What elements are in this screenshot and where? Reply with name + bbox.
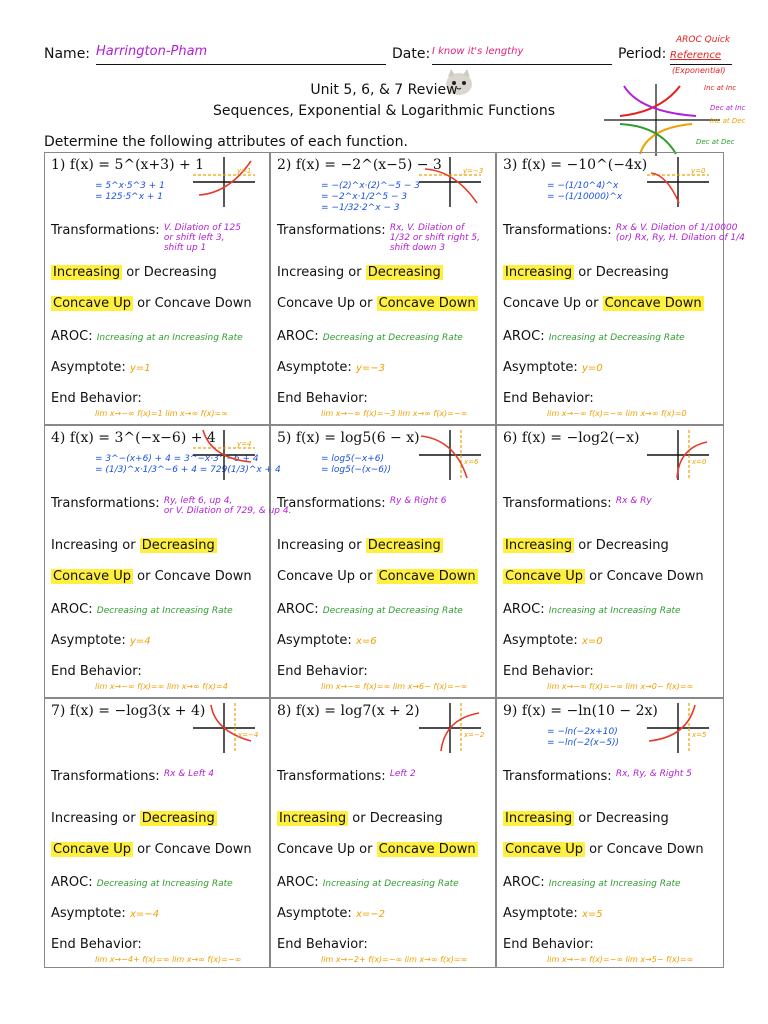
concavity-row: Concave Up or Concave Down: [277, 569, 476, 584]
increasing-row: Increasing or Decreasing: [51, 538, 215, 553]
aroc-label: AROC:: [503, 875, 545, 890]
end-behavior-row: [503, 937, 594, 952]
function-text: f(x) = 3^(−x−6) + 4: [69, 430, 216, 446]
function-sketch: [189, 701, 259, 755]
date-field[interactable]: I know it's lengthy: [432, 46, 612, 65]
asymptote-answer[interactable]: x=−4: [129, 909, 159, 920]
name-label: Name:: [44, 46, 91, 62]
concave-up-option[interactable]: Concave Up: [277, 842, 355, 857]
function-text: f(x) = −10^(−4x): [521, 157, 648, 173]
simplification-work: = 5^x·5^3 + 1 = 125·5^x + 1: [95, 181, 165, 202]
end-behavior-answer[interactable]: lim x→−∞ f(x)=∞ lim x→∞ f(x)=4: [95, 682, 228, 691]
concave-up-option[interactable]: Concave Up: [277, 569, 355, 584]
function-sketch: [189, 155, 259, 209]
problem-number: 6): [503, 430, 518, 446]
end-behavior-label: End Behavior:: [503, 391, 594, 406]
end-behavior-label: End Behavior:: [51, 664, 142, 679]
aroc-answer[interactable]: Decreasing at Decreasing Rate: [322, 333, 463, 343]
transformations-row: [503, 769, 692, 784]
aroc-row: [51, 602, 233, 617]
problem-cell-9: [496, 698, 724, 968]
asymptote-row: [51, 906, 159, 921]
transformations-label: Transformations:: [51, 223, 160, 238]
aroc-answer[interactable]: Increasing at Increasing Rate: [548, 606, 681, 616]
aroc-row: [503, 602, 681, 617]
decreasing-option[interactable]: Decreasing: [143, 265, 217, 280]
transformations-row: [51, 769, 214, 784]
transformations-row: [51, 223, 241, 253]
transformations-label: Transformations:: [277, 223, 386, 238]
function-expression: [51, 703, 205, 719]
end-behavior-row: [51, 664, 142, 679]
transformations-label: Transformations:: [503, 496, 612, 511]
aroc-label: AROC:: [277, 329, 319, 344]
concavity-row: Concave Up or Concave Down: [53, 842, 252, 857]
function-curve: [651, 173, 679, 203]
aroc-row: [277, 875, 459, 890]
concave-up-option[interactable]: Concave Up: [505, 842, 583, 857]
asymptote-label: y=1: [237, 167, 252, 175]
transformations-answer[interactable]: Ry, left 6, up 4, or V. Dilation of 729, & up 4.: [163, 496, 292, 516]
end-behavior-label: End Behavior:: [277, 391, 368, 406]
asymptote-label: y=4: [237, 440, 252, 448]
asymptote-row: [277, 360, 385, 375]
function-sketch: [415, 701, 485, 755]
problem-cell-8: [270, 698, 496, 968]
problem-cell-5: [270, 425, 496, 698]
asymptote-label: x=6: [464, 458, 479, 466]
aroc-answer[interactable]: Increasing at Decreasing Rate: [322, 879, 459, 889]
decreasing-option[interactable]: Decreasing: [595, 265, 669, 280]
end-behavior-label: End Behavior:: [503, 664, 594, 679]
problem-cell-2: [270, 152, 496, 425]
transformations-row: [277, 223, 480, 253]
aroc-answer[interactable]: Decreasing at Increasing Rate: [96, 606, 233, 616]
simplification-work: = −(2)^x·(2)^−5 − 3 = −2^x·1/2^5 − 3 = −1/32·2^x − 3: [321, 181, 420, 213]
concavity-row: Concave Up or Concave Down: [505, 569, 704, 584]
end-behavior-row: [277, 937, 368, 952]
period-field[interactable]: Reference: [670, 50, 732, 65]
asymptote-label: x=5: [692, 731, 707, 739]
aroc-row: [503, 329, 685, 344]
function-sketch: [415, 155, 485, 209]
asymptote-row: [503, 360, 603, 375]
transformations-label: Transformations:: [277, 496, 386, 511]
end-behavior-label: End Behavior:: [51, 391, 142, 406]
page-subtitle: Sequences, Exponential & Logarithmic Functions: [213, 103, 555, 119]
aroc-answer[interactable]: Increasing at Decreasing Rate: [548, 333, 685, 343]
increasing-option[interactable]: Increasing: [51, 538, 119, 553]
problem-cell-3: [496, 152, 745, 425]
concavity-row: Concave Up or Concave Down: [505, 842, 704, 857]
end-behavior-answer[interactable]: lim x→−∞ f(x)=−3 lim x→∞ f(x)=−∞: [321, 409, 468, 418]
increasing-option[interactable]: Increasing: [505, 811, 573, 826]
simplification-work: = −ln(−2x+10) = −ln(−2(x−5)): [547, 727, 620, 748]
aroc-label: AROC:: [503, 329, 545, 344]
end-behavior-label: End Behavior:: [503, 937, 594, 952]
decreasing-option[interactable]: Decreasing: [141, 811, 215, 826]
problem-grid: [44, 152, 745, 968]
ref-label-inc-dec: Inc at Dec: [710, 117, 746, 125]
ref-label-inc-inc: Inc at Inc: [704, 84, 737, 92]
increasing-row: Increasing or Decreasing: [505, 265, 669, 280]
increasing-option[interactable]: Increasing: [279, 811, 347, 826]
end-behavior-row: [503, 391, 594, 406]
function-text: f(x) = 5^(x+3) + 1: [69, 157, 205, 173]
function-text: f(x) = −ln(10 − 2x): [521, 703, 658, 719]
aroc-label: AROC:: [51, 329, 93, 344]
transformations-row: [503, 223, 745, 243]
aroc-exponential-label: (Exponential): [672, 66, 726, 75]
concave-up-option[interactable]: Concave Up: [277, 296, 355, 311]
aroc-row: [277, 602, 463, 617]
problem-number: 3): [503, 157, 518, 173]
asymptote-answer[interactable]: x=5: [581, 909, 603, 920]
concave-down-option[interactable]: Concave Down: [154, 296, 252, 311]
asymptote-row: [277, 633, 377, 648]
increasing-option[interactable]: Increasing: [277, 538, 345, 553]
problem-number: 9): [503, 703, 518, 719]
end-behavior-answer[interactable]: lim x→−∞ f(x)=1 lim x→∞ f(x)=∞: [95, 409, 228, 418]
problem-number: 7): [51, 703, 66, 719]
asymptote-row: [51, 360, 151, 375]
transformations-answer[interactable]: Rx & Left 4: [163, 769, 214, 779]
increasing-row: Increasing or Decreasing: [51, 811, 215, 826]
decreasing-option[interactable]: Decreasing: [141, 538, 215, 553]
asymptote-answer[interactable]: y=0: [581, 363, 603, 374]
end-behavior-row: [503, 664, 594, 679]
function-expression: [277, 430, 420, 446]
end-behavior-row: [277, 664, 368, 679]
aroc-label: AROC:: [503, 602, 545, 617]
name-field[interactable]: Harrington-Pham: [96, 44, 386, 65]
transformations-label: Transformations:: [51, 769, 160, 784]
asymptote-label: Asymptote:: [51, 360, 126, 375]
increasing-option[interactable]: Increasing: [51, 811, 119, 826]
transformations-label: Transformations:: [277, 769, 386, 784]
end-behavior-answer[interactable]: lim x→−∞ f(x)=∞ lim x→6− f(x)=−∞: [321, 682, 468, 691]
asymptote-label: Asymptote:: [503, 633, 578, 648]
increasing-row: Increasing or Decreasing: [505, 811, 669, 826]
function-text: f(x) = log5(6 − x): [295, 430, 420, 446]
end-behavior-row: [51, 937, 142, 952]
transformations-answer[interactable]: Ry & Right 6: [389, 496, 447, 506]
transformations-answer[interactable]: Left 2: [389, 769, 416, 779]
function-expression: [503, 703, 658, 719]
asymptote-label: Asymptote:: [277, 906, 352, 921]
increasing-row: Increasing or Decreasing: [277, 265, 441, 280]
asymptote-label: x=−4: [238, 731, 259, 739]
increasing-row: Increasing or Decreasing: [505, 538, 669, 553]
increasing-row: Increasing or Decreasing: [279, 811, 443, 826]
function-curve: [649, 705, 695, 741]
asymptote-label: Asymptote:: [277, 360, 352, 375]
function-text: f(x) = −log2(−x): [521, 430, 640, 446]
concavity-row: Concave Up or Concave Down: [503, 296, 702, 311]
concavity-row: Concave Up or Concave Down: [277, 296, 476, 311]
end-behavior-row: [277, 391, 368, 406]
problem-cell-1: [44, 152, 270, 425]
concave-down-option[interactable]: Concave Down: [606, 569, 704, 584]
concave-down-option[interactable]: Concave Down: [378, 569, 476, 584]
aroc-row: [277, 329, 463, 344]
aroc-quick-label: AROC Quick: [676, 35, 731, 45]
end-behavior-label: End Behavior:: [277, 937, 368, 952]
problem-number: 4): [51, 430, 66, 446]
asymptote-answer[interactable]: y=4: [129, 636, 151, 647]
transformations-row: [277, 496, 446, 511]
asymptote-answer[interactable]: x=0: [581, 636, 603, 647]
aroc-label: AROC:: [277, 602, 319, 617]
function-expression: [51, 157, 204, 173]
end-behavior-answer[interactable]: lim x→−2+ f(x)=−∞ lim x→∞ f(x)=∞: [321, 955, 468, 964]
asymptote-label: y=0: [691, 167, 706, 175]
function-text: f(x) = −2^(x−5) − 3: [295, 157, 442, 173]
asymptote-label: Asymptote:: [503, 360, 578, 375]
function-expression: [277, 703, 420, 719]
decreasing-option[interactable]: Decreasing: [367, 538, 441, 553]
directions-text: Determine the following attributes of each function.: [44, 134, 408, 150]
function-curve: [421, 436, 467, 478]
aroc-label: AROC:: [51, 875, 93, 890]
concavity-row: Concave Up or Concave Down: [277, 842, 476, 857]
decreasing-option[interactable]: Decreasing: [369, 811, 443, 826]
end-behavior-answer[interactable]: lim x→−∞ f(x)=−∞ lim x→∞ f(x)=0: [547, 409, 687, 418]
asymptote-answer[interactable]: x=−2: [355, 909, 385, 920]
increasing-row: Increasing or Decreasing: [53, 265, 217, 280]
end-behavior-answer[interactable]: lim x→−4+ f(x)=∞ lim x→∞ f(x)=−∞: [95, 955, 242, 964]
concavity-row: Concave Up or Concave Down: [53, 569, 252, 584]
function-sketch: [643, 428, 713, 482]
increasing-option[interactable]: Increasing: [505, 265, 573, 280]
function-expression: [503, 157, 647, 173]
problem-number: 8): [277, 703, 292, 719]
function-text: f(x) = log7(x + 2): [295, 703, 420, 719]
transformations-answer[interactable]: V. Dilation of 125 or shift left 3, shift up 1: [163, 223, 241, 253]
decreasing-option[interactable]: Decreasing: [595, 538, 669, 553]
concave-up-option[interactable]: Concave Up: [53, 569, 131, 584]
problem-cell-6: [496, 425, 724, 698]
aroc-row: [51, 329, 243, 344]
aroc-label: AROC:: [51, 602, 93, 617]
problem-number: 5): [277, 430, 292, 446]
aroc-label: AROC:: [277, 875, 319, 890]
transformations-row: [51, 496, 291, 516]
decreasing-option[interactable]: Decreasing: [367, 265, 441, 280]
concavity-row: Concave Up or Concave Down: [53, 296, 252, 311]
asymptote-row: [51, 633, 151, 648]
aroc-reference-graph: [600, 82, 768, 158]
page-title: Unit 5, 6, & 7 Review: [310, 82, 458, 98]
transformations-label: Transformations:: [503, 769, 612, 784]
aroc-row: [51, 875, 233, 890]
asymptote-label: x=−2: [464, 731, 485, 739]
asymptote-answer[interactable]: x=6: [355, 636, 377, 647]
simplification-work: = 3^−(x+6) + 4 = 3^−x·3^−6 + 4 = (1/3)^x·1/3^−6 + 4 = 729(1/3)^x + 4: [95, 454, 281, 475]
asymptote-label: Asymptote:: [277, 633, 352, 648]
asymptote-label: x=0: [692, 458, 707, 466]
end-behavior-label: End Behavior:: [51, 937, 142, 952]
concave-down-option[interactable]: Concave Down: [378, 842, 476, 857]
concave-up-option[interactable]: Concave Up: [53, 842, 131, 857]
transformations-row: [277, 769, 416, 784]
ref-label-dec-inc: Dec at Inc: [710, 104, 746, 112]
increasing-row: Increasing or Decreasing: [277, 538, 441, 553]
transformations-answer[interactable]: Rx, Ry, & Right 5: [615, 769, 692, 779]
asymptote-answer[interactable]: y=−3: [355, 363, 385, 374]
transformations-answer[interactable]: Rx & Ry: [615, 496, 652, 506]
concave-up-option[interactable]: Concave Up: [53, 296, 131, 311]
increasing-option[interactable]: Increasing: [505, 538, 573, 553]
transformations-answer[interactable]: Rx & V. Dilation of 1/10000 (or) Rx, Ry, H. Dilation of 1/4: [615, 223, 745, 243]
transformations-label: Transformations:: [51, 496, 160, 511]
aroc-answer[interactable]: Decreasing at Decreasing Rate: [322, 606, 463, 616]
problem-cell-7: [44, 698, 270, 968]
function-sketch: [415, 428, 485, 482]
end-behavior-answer[interactable]: lim x→−∞ f(x)=−∞ lim x→5− f(x)=∞: [547, 955, 694, 964]
concave-up-option[interactable]: Concave Up: [505, 569, 583, 584]
simplification-work: = −(1/10^4)^x = −(1/10000)^x: [547, 181, 623, 202]
asymptote-label: Asymptote:: [503, 906, 578, 921]
asymptote-label: Asymptote:: [51, 906, 126, 921]
aroc-answer[interactable]: Increasing at Increasing Rate: [548, 879, 681, 889]
concave-down-option[interactable]: Concave Down: [606, 842, 704, 857]
asymptote-label: y=−3: [463, 167, 484, 175]
concave-up-option[interactable]: Concave Up: [503, 296, 581, 311]
date-label: Date:: [392, 46, 431, 62]
increasing-option[interactable]: Increasing: [277, 265, 345, 280]
problem-number: 1): [51, 157, 66, 173]
aroc-answer[interactable]: Decreasing at Increasing Rate: [96, 879, 233, 889]
decreasing-option[interactable]: Decreasing: [595, 811, 669, 826]
asymptote-row: [503, 906, 603, 921]
function-sketch: [643, 155, 713, 209]
function-expression: [503, 430, 640, 446]
problem-cell-4: [44, 425, 292, 698]
aroc-row: [503, 875, 681, 890]
end-behavior-label: End Behavior:: [277, 664, 368, 679]
transformations-row: [503, 496, 652, 511]
problem-number: 2): [277, 157, 292, 173]
transformations-label: Transformations:: [503, 223, 612, 238]
asymptote-answer[interactable]: y=1: [129, 363, 151, 374]
concave-down-option[interactable]: Concave Down: [154, 842, 252, 857]
end-behavior-answer[interactable]: lim x→−∞ f(x)=−∞ lim x→0− f(x)=∞: [547, 682, 694, 691]
increasing-option[interactable]: Increasing: [53, 265, 121, 280]
function-sketch: [643, 701, 713, 755]
transformations-answer[interactable]: Rx, V. Dilation of 1/32 or shift right 5, shift down 3: [389, 223, 481, 253]
asymptote-label: Asymptote:: [51, 633, 126, 648]
function-sketch: [189, 428, 259, 482]
concave-down-option[interactable]: Concave Down: [378, 296, 476, 311]
ref-label-dec-dec: Dec at Dec: [696, 138, 735, 146]
asymptote-row: [503, 633, 603, 648]
simplification-work: = log5(−x+6) = log5(−(x−6)): [321, 454, 392, 475]
aroc-answer[interactable]: Increasing at an Increasing Rate: [96, 333, 243, 343]
function-text: f(x) = −log3(x + 4): [69, 703, 206, 719]
end-behavior-row: [51, 391, 142, 406]
concave-down-option[interactable]: Concave Down: [604, 296, 702, 311]
period-label: Period:: [618, 46, 667, 62]
concave-down-option[interactable]: Concave Down: [154, 569, 252, 584]
asymptote-row: [277, 906, 385, 921]
